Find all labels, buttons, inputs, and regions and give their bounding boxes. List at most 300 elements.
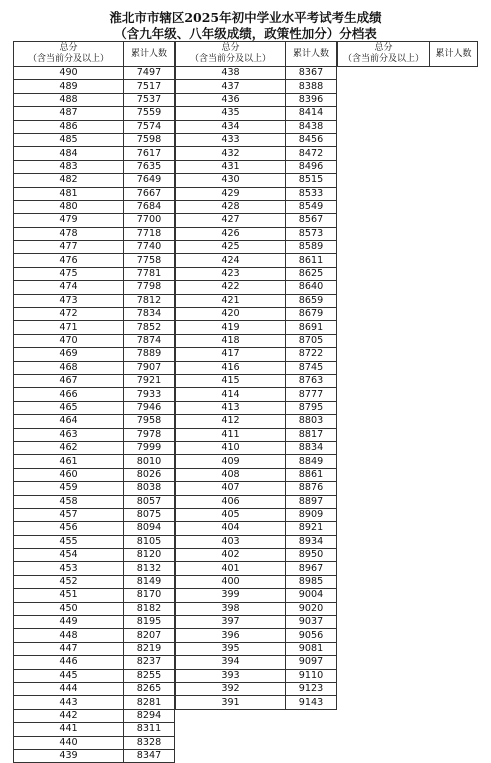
cumulative-count-cell: 8219 [124, 642, 175, 655]
score-cell: 414 [176, 388, 286, 401]
score-cell: 438 [176, 67, 286, 80]
table-row [14, 227, 175, 240]
cumulative-count-cell: 7999 [124, 441, 175, 454]
table-row [14, 455, 175, 468]
score-table-middle-body [176, 67, 337, 710]
table-row [14, 187, 175, 200]
cumulative-count-cell: 7649 [124, 174, 175, 187]
cumulative-count-cell: 7718 [124, 227, 175, 240]
table-row [14, 482, 175, 495]
score-cell: 413 [176, 401, 286, 414]
score-cell: 458 [14, 495, 124, 508]
cumulative-count-cell: 8722 [286, 348, 337, 361]
table-row [14, 133, 175, 146]
score-cell: 415 [176, 374, 286, 387]
score-cell: 400 [176, 575, 286, 588]
cumulative-count-cell: 7617 [124, 147, 175, 160]
score-table-left-body [14, 67, 175, 763]
score-cell: 457 [14, 508, 124, 521]
table-row [14, 495, 175, 508]
cumulative-count-cell: 7559 [124, 107, 175, 120]
score-cell: 475 [14, 267, 124, 280]
count-column-header: 累计人数 [286, 42, 337, 67]
cumulative-count-cell: 8396 [286, 93, 337, 106]
score-cell: 394 [176, 656, 286, 669]
table-row [176, 321, 337, 334]
table-row [14, 160, 175, 173]
score-cell: 465 [14, 401, 124, 414]
table-row [14, 361, 175, 374]
cumulative-count-cell: 8876 [286, 482, 337, 495]
cumulative-count-cell: 7574 [124, 120, 175, 133]
cumulative-count-cell: 8640 [286, 281, 337, 294]
score-cell: 427 [176, 214, 286, 227]
table-row [14, 616, 175, 629]
cumulative-count-cell: 7635 [124, 160, 175, 173]
table-row [176, 401, 337, 414]
score-cell: 439 [14, 749, 124, 762]
score-cell: 421 [176, 294, 286, 307]
table-header-row [14, 42, 175, 67]
score-header-label: 总分 [221, 43, 240, 53]
table-row [14, 656, 175, 669]
score-cell: 474 [14, 281, 124, 294]
score-cell: 426 [176, 227, 286, 240]
score-cell: 469 [14, 348, 124, 361]
score-cell: 459 [14, 482, 124, 495]
table-row [14, 334, 175, 347]
table-header-row [176, 42, 337, 67]
score-cell: 399 [176, 589, 286, 602]
score-column-header [338, 42, 430, 67]
cumulative-count-cell: 8182 [124, 602, 175, 615]
cumulative-count-cell: 7978 [124, 428, 175, 441]
cumulative-count-cell: 8026 [124, 468, 175, 481]
table-row [14, 348, 175, 361]
score-cell: 452 [14, 575, 124, 588]
table-row [176, 495, 337, 508]
document-subtitle: （含九年级、八年级成绩，政策性加分）分档表 [114, 26, 377, 41]
cumulative-count-cell: 8691 [286, 321, 337, 334]
table-row [176, 428, 337, 441]
cumulative-count-cell: 8105 [124, 535, 175, 548]
table-row [176, 616, 337, 629]
cumulative-count-cell: 8897 [286, 495, 337, 508]
score-cell: 406 [176, 495, 286, 508]
table-row [14, 294, 175, 307]
cumulative-count-cell: 8265 [124, 682, 175, 695]
table-row [176, 267, 337, 280]
score-cell: 416 [176, 361, 286, 374]
score-cell: 449 [14, 616, 124, 629]
table-row [14, 562, 175, 575]
score-cell: 447 [14, 642, 124, 655]
cumulative-count-cell: 8456 [286, 133, 337, 146]
score-cell: 446 [14, 656, 124, 669]
cumulative-count-cell: 9110 [286, 669, 337, 682]
cumulative-count-cell: 7889 [124, 348, 175, 361]
score-cell: 391 [176, 696, 286, 709]
cumulative-count-cell: 8679 [286, 308, 337, 321]
cumulative-count-cell: 7921 [124, 374, 175, 387]
table-row [14, 241, 175, 254]
score-cell: 482 [14, 174, 124, 187]
cumulative-count-cell: 8367 [286, 67, 337, 80]
cumulative-count-cell: 9143 [286, 696, 337, 709]
cumulative-count-cell: 7700 [124, 214, 175, 227]
score-cell: 464 [14, 415, 124, 428]
score-cell: 472 [14, 308, 124, 321]
score-cell: 440 [14, 736, 124, 749]
cumulative-count-cell: 8094 [124, 522, 175, 535]
count-column-header: 累计人数 [430, 42, 478, 67]
score-cell: 483 [14, 160, 124, 173]
cumulative-count-cell: 7874 [124, 334, 175, 347]
table-row [14, 428, 175, 441]
table-row [176, 696, 337, 709]
cumulative-count-cell: 7740 [124, 241, 175, 254]
cumulative-count-cell: 7537 [124, 93, 175, 106]
score-header-label: 总分 [374, 43, 393, 53]
score-cell: 454 [14, 549, 124, 562]
table-row [176, 200, 337, 213]
table-row [176, 642, 337, 655]
cumulative-count-cell: 7667 [124, 187, 175, 200]
cumulative-count-cell: 9004 [286, 589, 337, 602]
table-row [176, 120, 337, 133]
table-row [14, 589, 175, 602]
cumulative-count-cell: 7834 [124, 308, 175, 321]
score-cell: 422 [176, 281, 286, 294]
score-cell: 477 [14, 241, 124, 254]
cumulative-count-cell: 7852 [124, 321, 175, 334]
score-cell: 420 [176, 308, 286, 321]
cumulative-count-cell: 8281 [124, 696, 175, 709]
count-column-header: 累计人数 [124, 42, 175, 67]
table-row [14, 522, 175, 535]
table-row [14, 120, 175, 133]
table-row [14, 415, 175, 428]
table-row [176, 415, 337, 428]
document-title: 淮北市市辖区2025年初中学业水平考试考生成绩 [109, 10, 382, 25]
table-row [14, 575, 175, 588]
score-cell: 471 [14, 321, 124, 334]
table-row [176, 294, 337, 307]
cumulative-count-cell: 8515 [286, 174, 337, 187]
score-cell: 428 [176, 200, 286, 213]
score-cell: 425 [176, 241, 286, 254]
score-cell: 431 [176, 160, 286, 173]
cumulative-count-cell: 8255 [124, 669, 175, 682]
cumulative-count-cell: 8207 [124, 629, 175, 642]
table-row [176, 133, 337, 146]
table-row [176, 374, 337, 387]
cumulative-count-cell: 7798 [124, 281, 175, 294]
table-row [14, 723, 175, 736]
cumulative-count-cell: 8625 [286, 267, 337, 280]
cumulative-count-cell: 8414 [286, 107, 337, 120]
score-cell: 423 [176, 267, 286, 280]
score-cell: 461 [14, 455, 124, 468]
score-cell: 408 [176, 468, 286, 481]
score-cell: 403 [176, 535, 286, 548]
cumulative-count-cell: 8496 [286, 160, 337, 173]
score-header-label: 总分 [59, 43, 78, 53]
table-row [14, 549, 175, 562]
score-cell: 468 [14, 361, 124, 374]
cumulative-count-cell: 8120 [124, 549, 175, 562]
score-cell: 417 [176, 348, 286, 361]
cumulative-count-cell: 8934 [286, 535, 337, 548]
score-cell: 392 [176, 682, 286, 695]
table-row [14, 535, 175, 548]
score-cell: 462 [14, 441, 124, 454]
score-cell: 453 [14, 562, 124, 575]
score-cell: 401 [176, 562, 286, 575]
cumulative-count-cell: 9123 [286, 682, 337, 695]
score-cell: 443 [14, 696, 124, 709]
score-cell: 430 [176, 174, 286, 187]
score-cell: 395 [176, 642, 286, 655]
cumulative-count-cell: 8763 [286, 374, 337, 387]
table-row [176, 241, 337, 254]
cumulative-count-cell: 8472 [286, 147, 337, 160]
score-cell: 476 [14, 254, 124, 267]
table-row [176, 93, 337, 106]
cumulative-count-cell: 7907 [124, 361, 175, 374]
table-row [14, 214, 175, 227]
score-cell: 410 [176, 441, 286, 454]
cumulative-count-cell: 8149 [124, 575, 175, 588]
score-cell: 418 [176, 334, 286, 347]
cumulative-count-cell: 8849 [286, 455, 337, 468]
cumulative-count-cell: 8388 [286, 80, 337, 93]
score-cell: 473 [14, 294, 124, 307]
cumulative-count-cell: 7497 [124, 67, 175, 80]
cumulative-count-cell: 8861 [286, 468, 337, 481]
cumulative-count-cell: 8817 [286, 428, 337, 441]
table-header-row [338, 42, 478, 67]
table-row [176, 174, 337, 187]
table-row [176, 107, 337, 120]
table-row [14, 388, 175, 401]
table-row [176, 441, 337, 454]
table-row [176, 281, 337, 294]
table-row [176, 562, 337, 575]
table-row [14, 629, 175, 642]
table-row [176, 629, 337, 642]
cumulative-count-cell: 8311 [124, 723, 175, 736]
score-cell: 486 [14, 120, 124, 133]
score-cell: 429 [176, 187, 286, 200]
score-cell: 455 [14, 535, 124, 548]
score-table-left [13, 41, 175, 763]
table-row [176, 535, 337, 548]
score-cell: 437 [176, 80, 286, 93]
cumulative-count-cell: 8950 [286, 549, 337, 562]
score-cell: 456 [14, 522, 124, 535]
score-cell: 412 [176, 415, 286, 428]
score-cell: 481 [14, 187, 124, 200]
table-row [14, 67, 175, 80]
table-row [14, 749, 175, 762]
table-row [176, 187, 337, 200]
cumulative-count-cell: 8170 [124, 589, 175, 602]
cumulative-count-cell: 9056 [286, 629, 337, 642]
score-cell: 397 [176, 616, 286, 629]
score-cell: 467 [14, 374, 124, 387]
table-row [176, 308, 337, 321]
table-row [14, 281, 175, 294]
cumulative-count-cell: 8909 [286, 508, 337, 521]
score-table-right [337, 41, 478, 67]
table-row [14, 696, 175, 709]
score-cell: 445 [14, 669, 124, 682]
table-row [14, 736, 175, 749]
table-row [176, 589, 337, 602]
score-cell: 479 [14, 214, 124, 227]
cumulative-count-cell: 7598 [124, 133, 175, 146]
table-row [176, 669, 337, 682]
score-cell: 450 [14, 602, 124, 615]
cumulative-count-cell: 8795 [286, 401, 337, 414]
score-cell: 393 [176, 669, 286, 682]
cumulative-count-cell: 9097 [286, 656, 337, 669]
table-row [176, 227, 337, 240]
score-cell: 435 [176, 107, 286, 120]
cumulative-count-cell: 8075 [124, 508, 175, 521]
score-cell: 484 [14, 147, 124, 160]
score-header-sub: （含当前分及以上） [342, 54, 424, 64]
cumulative-count-cell: 8549 [286, 200, 337, 213]
table-row [14, 254, 175, 267]
score-header-sub: （含当前分及以上） [189, 54, 271, 64]
cumulative-count-cell: 8010 [124, 455, 175, 468]
cumulative-count-cell: 8705 [286, 334, 337, 347]
score-cell: 480 [14, 200, 124, 213]
table-row [14, 200, 175, 213]
score-cell: 466 [14, 388, 124, 401]
table-row [14, 401, 175, 414]
table-row [176, 348, 337, 361]
cumulative-count-cell: 7946 [124, 401, 175, 414]
cumulative-count-cell: 9081 [286, 642, 337, 655]
cumulative-count-cell: 8745 [286, 361, 337, 374]
cumulative-count-cell: 8132 [124, 562, 175, 575]
table-row [14, 80, 175, 93]
cumulative-count-cell: 8347 [124, 749, 175, 762]
cumulative-count-cell: 8567 [286, 214, 337, 227]
cumulative-count-cell: 8611 [286, 254, 337, 267]
cumulative-count-cell: 8237 [124, 656, 175, 669]
cumulative-count-cell: 8438 [286, 120, 337, 133]
score-cell: 451 [14, 589, 124, 602]
cumulative-count-cell: 9037 [286, 616, 337, 629]
cumulative-count-cell: 8573 [286, 227, 337, 240]
cumulative-count-cell: 7812 [124, 294, 175, 307]
score-cell: 405 [176, 508, 286, 521]
score-cell: 441 [14, 723, 124, 736]
table-row [176, 361, 337, 374]
score-cell: 436 [176, 93, 286, 106]
table-row [176, 67, 337, 80]
score-cell: 478 [14, 227, 124, 240]
cumulative-count-cell: 7517 [124, 80, 175, 93]
table-row [14, 682, 175, 695]
table-row [14, 267, 175, 280]
cumulative-count-cell: 8589 [286, 241, 337, 254]
table-row [14, 709, 175, 722]
score-cell: 434 [176, 120, 286, 133]
table-row [176, 482, 337, 495]
table-row [176, 549, 337, 562]
table-row [14, 147, 175, 160]
cumulative-count-cell: 7781 [124, 267, 175, 280]
table-row [176, 254, 337, 267]
table-row [176, 455, 337, 468]
score-header-sub: （含当前分及以上） [27, 54, 109, 64]
cumulative-count-cell: 8057 [124, 495, 175, 508]
table-row [176, 508, 337, 521]
cumulative-count-cell: 8985 [286, 575, 337, 588]
table-row [176, 214, 337, 227]
table-row [14, 321, 175, 334]
cumulative-count-cell: 8659 [286, 294, 337, 307]
score-cell: 407 [176, 482, 286, 495]
table-row [176, 656, 337, 669]
cumulative-count-cell: 8967 [286, 562, 337, 575]
table-row [176, 575, 337, 588]
score-table-middle [175, 41, 337, 710]
table-row [14, 642, 175, 655]
table-row [14, 93, 175, 106]
table-row [14, 441, 175, 454]
table-row [176, 160, 337, 173]
table-row [176, 334, 337, 347]
table-row [176, 602, 337, 615]
score-cell: 442 [14, 709, 124, 722]
cumulative-count-cell: 8777 [286, 388, 337, 401]
score-cell: 485 [14, 133, 124, 146]
cumulative-count-cell: 8834 [286, 441, 337, 454]
score-cell: 396 [176, 629, 286, 642]
score-cell: 487 [14, 107, 124, 120]
cumulative-count-cell: 8195 [124, 616, 175, 629]
score-cell: 398 [176, 602, 286, 615]
score-cell: 424 [176, 254, 286, 267]
score-cell: 409 [176, 455, 286, 468]
cumulative-count-cell: 7933 [124, 388, 175, 401]
cumulative-count-cell: 8294 [124, 709, 175, 722]
table-row [14, 374, 175, 387]
score-cell: 463 [14, 428, 124, 441]
table-row [176, 147, 337, 160]
cumulative-count-cell: 7684 [124, 200, 175, 213]
table-row [176, 682, 337, 695]
score-cell: 489 [14, 80, 124, 93]
cumulative-count-cell: 7758 [124, 254, 175, 267]
cumulative-count-cell: 7958 [124, 415, 175, 428]
table-row [14, 508, 175, 521]
score-column-header [14, 42, 124, 67]
cumulative-count-cell: 8921 [286, 522, 337, 535]
table-row [176, 388, 337, 401]
score-cell: 432 [176, 147, 286, 160]
score-cell: 470 [14, 334, 124, 347]
table-row [14, 669, 175, 682]
cumulative-count-cell: 8328 [124, 736, 175, 749]
score-cell: 419 [176, 321, 286, 334]
